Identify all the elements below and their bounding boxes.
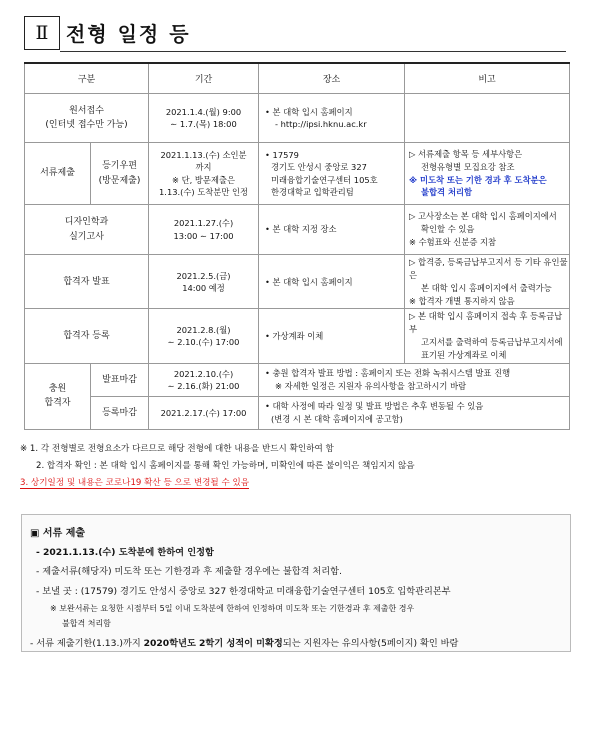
col-header-place: 장소 — [259, 63, 405, 94]
row-note-design: ▷ 고사장소는 본 대학 입시 홈페이지에서 확인할 수 있음 ※ 수험표와 신분증 지참 — [405, 205, 570, 255]
row-name-apply: 원서접수 (인터넷 접수만 가능) — [25, 94, 149, 143]
notice-line-deadline: - 2021.1.13.(수) 도착분에 한하여 인정함 — [36, 547, 214, 558]
notice-line-late: - 제출서류(해당자) 미도착 또는 기한경과 후 제출할 경우에는 불합격 처리함. — [36, 566, 342, 577]
document-submission-notice — [21, 514, 571, 652]
row-name-docs: 등기우편 (방문제출) — [91, 143, 149, 205]
row-place-design: • 본 대학 지정 장소 — [259, 205, 405, 255]
notice-line-address: - 보낼 곳 : (17579) 경기도 안성시 중앙로 327 한경대학교 미래융합기술연구센터 105호 입학관리본부 — [36, 586, 451, 597]
schedule-table — [24, 62, 570, 430]
row-period-extra-register: 2021.2.17.(수) 17:00 — [149, 396, 259, 429]
table-row — [25, 94, 570, 143]
row-place-docs: • 17579 경기도 안성시 중앙로 327 미래융합기술연구센터 105호 한경대학교 입학관리팀 — [259, 143, 405, 205]
row-period-docs: 2021.1.13.(수) 소인분 까지 ※ 단, 방문제출은 1.13.(수) 도착분만 인정 — [149, 143, 259, 205]
col-header-period: 기간 — [149, 63, 259, 94]
row-note-register: ▷ 본 대학 입시 홈페이지 접속 후 등록금납부 고지서를 출력하여 등록금납부고지서에 표기된 가상계좌로 이체 — [405, 309, 570, 363]
row-name-register: 합격자 등록 — [25, 309, 149, 363]
row-name-announce: 합격자 발표 — [25, 255, 149, 309]
col-header-category: 구분 — [25, 63, 149, 94]
row-note-docs: ▷ 서류제출 항목 등 세부사항은 전형유형별 모집요강 참조 ※ 미도착 또는 기한 경과 후 도착분은 불합격 처리함 — [405, 143, 570, 205]
notice-title: ▣ 서류 제출 — [30, 528, 86, 539]
footnote-2: 2. 합격자 확인 : 본 대학 입시 홈페이지를 통해 확인 가능하며, 미확인에 따른 불이익은 책임지지 않음 — [36, 461, 415, 471]
row-name-design: 디자인학과 실기고사 — [25, 205, 149, 255]
row-place-register: • 가상계좌 이체 — [259, 309, 405, 363]
footnotes — [20, 441, 570, 492]
table-row — [25, 205, 570, 255]
row-place-extra-register: • 대학 사정에 따라 일정 및 발표 방법은 추후 변동될 수 있음 (변경 시 본 대학 홈페이지에 공고함) — [259, 396, 570, 429]
notice-line-supplement-cont: 불합격 처리함 — [62, 619, 111, 628]
table-row — [25, 309, 570, 363]
table-row — [25, 396, 570, 429]
table-row — [25, 363, 570, 396]
notice-line-grades: - 서류 제출기한(1.13.)까지 2020학년도 2학기 성적이 미확정되는 지원자는 유의사항(5페이지) 확인 바람 — [30, 638, 459, 649]
notice-line-supplement: ※ 보완서류는 요청한 시점부터 5일 이내 도착분에 한하여 인정하며 미도착 또는 기한경과 후 제출한 경우 — [50, 604, 415, 613]
section-number: Ⅱ — [24, 16, 60, 50]
row-period-register: 2021.2.8.(월) ∼ 2.10.(수) 17:00 — [149, 309, 259, 363]
row-period-design: 2021.1.27.(수) 13:00 ∼ 17:00 — [149, 205, 259, 255]
footnote-1: ※ 1. 각 전형별로 전형요소가 다르므로 해당 전형에 대한 내용을 반드시 확인하여 함 — [20, 444, 334, 454]
row-place-apply: • 본 대학 입시 홈페이지 - http://ipsi.hknu.ac.kr — [259, 94, 405, 143]
row-sub-announce-deadline: 발표마감 — [91, 363, 149, 396]
table-row — [25, 143, 570, 205]
row-place-extra-announce: • 충원 합격자 발표 방법 : 홈페이지 또는 전화 녹취시스템 발표 진행 ※ 자세한 일정은 지원자 유의사항을 참고하시기 바람 — [259, 363, 570, 396]
row-note-apply — [405, 94, 570, 143]
row-period-extra-announce: 2021.2.10.(수) ∼ 2.16.(화) 21:00 — [149, 363, 259, 396]
row-sub-register-deadline: 등록마감 — [91, 396, 149, 429]
row-group-docs: 서류제출 — [25, 143, 91, 205]
row-group-extra: 충원 합격자 — [25, 363, 91, 429]
row-period-announce: 2021.2.5.(금) 14:00 예정 — [149, 255, 259, 309]
col-header-note: 비고 — [405, 63, 570, 94]
section-title: 전형 일정 등 — [66, 22, 191, 46]
row-note-announce: ▷ 합격증, 등록금납부고지서 등 기타 유인물은 본 대학 입시 홈페이지에서 출력가능 ※ 합격자 개별 통지하지 않음 — [405, 255, 570, 309]
table-header-row — [25, 63, 570, 94]
footnote-3: 3. 상기일정 및 내용은 코로나19 확산 등 으로 변경될 수 있음 — [20, 478, 250, 488]
row-period-apply: 2021.1.4.(월) 9:00 ∼ 1.7.(목) 18:00 — [149, 94, 259, 143]
table-row — [25, 255, 570, 309]
section-rule — [60, 51, 566, 52]
section-header — [24, 16, 544, 52]
row-place-announce: • 본 대학 입시 홈페이지 — [259, 255, 405, 309]
